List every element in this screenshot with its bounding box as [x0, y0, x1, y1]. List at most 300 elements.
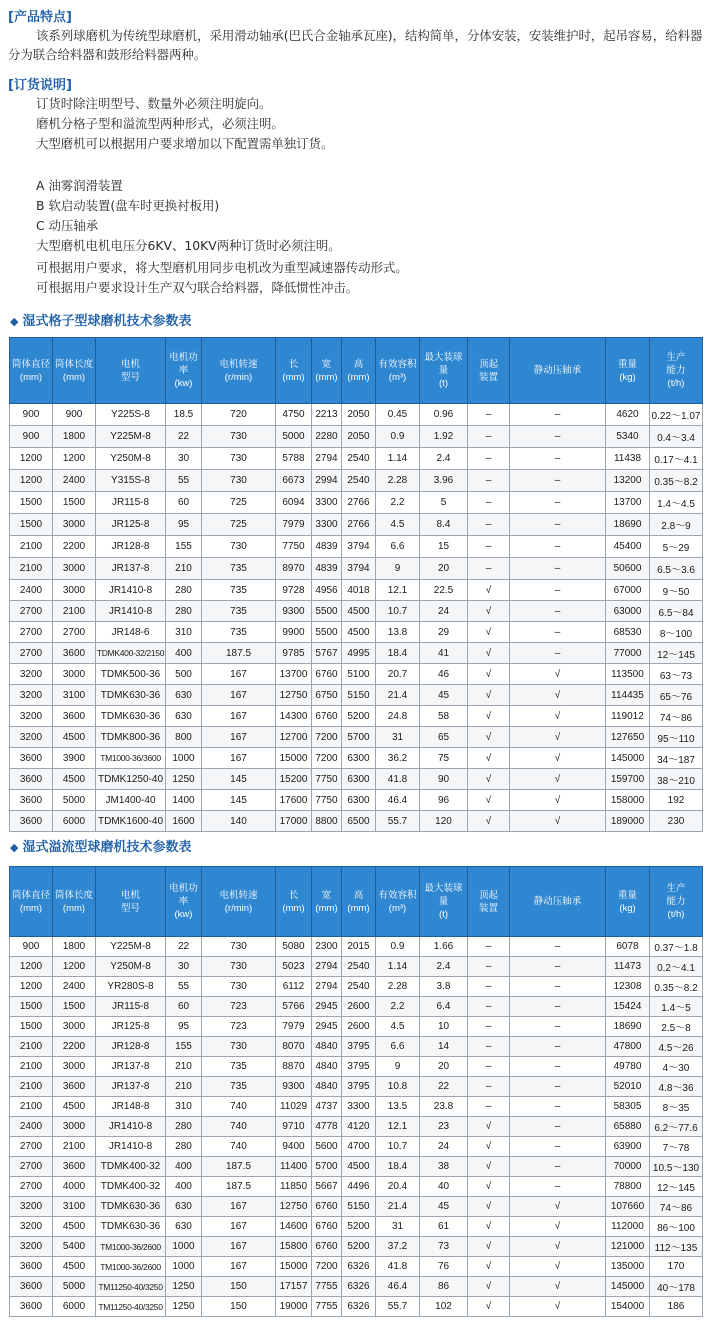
- table-row: [10, 1297, 703, 1317]
- table-cell: 8～35: [650, 1097, 703, 1117]
- column-header: [606, 338, 650, 404]
- table-cell: 3600: [10, 1297, 53, 1317]
- table-cell: 65880: [606, 1117, 650, 1137]
- table-cell: 6.6: [376, 1037, 420, 1057]
- column-header-line: 筒体直径: [11, 358, 50, 370]
- table-cell: TDMK630-36: [96, 1197, 166, 1217]
- table-cell: 96: [420, 790, 468, 811]
- table-cell: 31: [376, 1217, 420, 1237]
- table-cell: 41.8: [376, 769, 420, 790]
- table-cell: √: [468, 601, 510, 622]
- table-cell: TM1000-36/2600: [96, 1257, 166, 1277]
- table-cell: 7200: [312, 748, 342, 769]
- column-header-line: 能力: [666, 896, 686, 907]
- table-cell: 30: [166, 448, 202, 470]
- table-cell: –: [510, 558, 606, 580]
- column-header-line: (r/min): [224, 902, 253, 914]
- table-cell: 2400: [53, 470, 96, 492]
- table-cell: 210: [166, 1077, 202, 1097]
- table-cell: 2213: [312, 404, 342, 426]
- column-header-line: (mm): [62, 902, 86, 914]
- table-cell: 186: [650, 1297, 703, 1317]
- table-cell: 9～50: [650, 580, 703, 601]
- table-cell: 7755: [312, 1277, 342, 1297]
- table-cell: 3000: [53, 580, 96, 601]
- table-cell: 17157: [276, 1277, 312, 1297]
- table-cell: TM11250-40/3250: [96, 1277, 166, 1297]
- table-row: [10, 1257, 703, 1277]
- table-cell: 18.4: [376, 643, 420, 664]
- table-cell: 725: [202, 492, 276, 514]
- table-cell: –: [468, 977, 510, 997]
- table-cell: 12750: [276, 1197, 312, 1217]
- table-cell: 6.5～84: [650, 601, 703, 622]
- table-cell: √: [510, 1297, 606, 1317]
- table-cell: 60: [166, 492, 202, 514]
- table-cell: 22: [420, 1077, 468, 1097]
- order-line: 磨机分格子型和溢流型两种形式，必须注明。: [36, 116, 284, 131]
- table-cell: 15424: [606, 997, 650, 1017]
- table-cell: 3000: [53, 558, 96, 580]
- table-cell: √: [510, 811, 606, 832]
- table-cell: JR148-8: [96, 1097, 166, 1117]
- table-cell: 4496: [342, 1177, 376, 1197]
- table-cell: JR148-6: [96, 622, 166, 643]
- table-cell: 14600: [276, 1217, 312, 1237]
- overflow-type-spec-table: [9, 866, 703, 1317]
- column-header-line: 型号: [120, 902, 140, 914]
- table-row: [10, 706, 703, 727]
- table-cell: 18690: [606, 1017, 650, 1037]
- table-cell: 735: [202, 558, 276, 580]
- table-cell: 17000: [276, 811, 312, 832]
- column-header-line: 长: [288, 889, 299, 901]
- table-cell: 2600: [342, 1017, 376, 1037]
- table-cell: 2400: [10, 580, 53, 601]
- table-cell: 6760: [312, 664, 342, 685]
- table-cell: √: [468, 706, 510, 727]
- table-cell: 4839: [312, 558, 342, 580]
- table-header-row: [10, 338, 703, 404]
- table-cell: 45: [420, 685, 468, 706]
- table-cell: √: [510, 1277, 606, 1297]
- table-cell: 102: [420, 1297, 468, 1317]
- table-cell: 4018: [342, 580, 376, 601]
- column-header: [202, 867, 276, 937]
- table-cell: –: [510, 957, 606, 977]
- table-cell: √: [468, 1297, 510, 1317]
- table-cell: 5080: [276, 937, 312, 957]
- table-cell: 2300: [312, 937, 342, 957]
- table-cell: –: [510, 426, 606, 448]
- table-cell: 9785: [276, 643, 312, 664]
- column-header-line: 宽: [321, 358, 332, 370]
- column-header-line: (t/h): [667, 909, 685, 920]
- table-cell: 3200: [10, 1217, 53, 1237]
- table-cell: 900: [10, 426, 53, 448]
- table-cell: 8.4: [420, 514, 468, 536]
- table-cell: 12.1: [376, 580, 420, 601]
- table-cell: 3200: [10, 685, 53, 706]
- table-cell: 5788: [276, 448, 312, 470]
- column-header: [468, 867, 510, 937]
- table-cell: 3600: [10, 769, 53, 790]
- column-header-line: (t): [439, 378, 448, 389]
- table-cell: 135000: [606, 1257, 650, 1277]
- table-cell: 5: [420, 492, 468, 514]
- column-header-line: 最大装球量: [424, 883, 463, 907]
- table-cell: √: [510, 727, 606, 748]
- column-header: [312, 867, 342, 937]
- table-row: [10, 1277, 703, 1297]
- table-cell: 0.35～8.2: [650, 977, 703, 997]
- table-cell: 167: [202, 685, 276, 706]
- column-header-line: 生产: [666, 352, 686, 363]
- table-cell: 41: [420, 643, 468, 664]
- table-cell: JR125-8: [96, 514, 166, 536]
- column-header-line: 重量: [617, 358, 637, 370]
- column-header-line: (mm): [347, 371, 370, 383]
- table-cell: 2.28: [376, 470, 420, 492]
- table-cell: –: [468, 997, 510, 1017]
- table-cell: 2050: [342, 404, 376, 426]
- table-cell: 18.5: [166, 404, 202, 426]
- table-row: [10, 977, 703, 997]
- table-cell: 8～100: [650, 622, 703, 643]
- table-cell: 4120: [342, 1117, 376, 1137]
- table-cell: 11850: [276, 1177, 312, 1197]
- column-header-line: (mm): [282, 371, 305, 383]
- table-cell: 3200: [10, 664, 53, 685]
- table-row: [10, 601, 703, 622]
- table-cell: 40～178: [650, 1277, 703, 1297]
- table-cell: 65～76: [650, 685, 703, 706]
- table-cell: 3.96: [420, 470, 468, 492]
- table-cell: 5200: [342, 1217, 376, 1237]
- table-cell: 730: [202, 470, 276, 492]
- table-cell: 280: [166, 601, 202, 622]
- table-cell: 167: [202, 706, 276, 727]
- order-line: A 油雾润滑装置: [36, 178, 123, 193]
- table-cell: √: [510, 1217, 606, 1237]
- table-cell: 7～78: [650, 1137, 703, 1157]
- table-cell: 4500: [53, 1217, 96, 1237]
- table-cell: 1200: [53, 957, 96, 977]
- table-cell: Y315S-8: [96, 470, 166, 492]
- table-cell: 3600: [10, 790, 53, 811]
- table-cell: 1.14: [376, 957, 420, 977]
- table-cell: 4500: [53, 769, 96, 790]
- table-cell: 3600: [53, 643, 96, 664]
- table-cell: –: [468, 1017, 510, 1037]
- table-cell: 5400: [53, 1237, 96, 1257]
- column-header-line: 重量: [617, 889, 637, 901]
- table-cell: 1000: [166, 1237, 202, 1257]
- table-cell: 17600: [276, 790, 312, 811]
- column-header: [96, 867, 166, 937]
- table-cell: 8970: [276, 558, 312, 580]
- column-header: [276, 338, 312, 404]
- table-cell: –: [510, 1077, 606, 1097]
- table-cell: –: [468, 1057, 510, 1077]
- table-cell: –: [510, 937, 606, 957]
- table-cell: 6750: [312, 685, 342, 706]
- table-cell: 63～73: [650, 664, 703, 685]
- table-cell: 500: [166, 664, 202, 685]
- table-cell: 86～100: [650, 1217, 703, 1237]
- table-cell: 723: [202, 1017, 276, 1037]
- column-header: [420, 867, 468, 937]
- table-cell: 2794: [312, 977, 342, 997]
- table-cell: √: [468, 1177, 510, 1197]
- table-cell: TDMK630-36: [96, 1217, 166, 1237]
- table-cell: 3300: [342, 1097, 376, 1117]
- order-line: 订货时除注明型号、数量外必须注明旋向。: [36, 96, 272, 111]
- column-header: [10, 338, 53, 404]
- table-cell: 167: [202, 664, 276, 685]
- table-cell: 55.7: [376, 1297, 420, 1317]
- table-cell: 6673: [276, 470, 312, 492]
- table-cell: 6094: [276, 492, 312, 514]
- table-cell: 2540: [342, 957, 376, 977]
- table-cell: 3795: [342, 1077, 376, 1097]
- table-cell: 2540: [342, 470, 376, 492]
- table-cell: –: [510, 977, 606, 997]
- column-header-line: 装置: [478, 902, 498, 914]
- table-cell: 3200: [10, 706, 53, 727]
- table-cell: 3200: [10, 727, 53, 748]
- table-cell: 3200: [10, 1197, 53, 1217]
- table-cell: 4.5: [376, 514, 420, 536]
- table-cell: JR137-8: [96, 1057, 166, 1077]
- table-cell: 95: [166, 1017, 202, 1037]
- table-cell: 735: [202, 622, 276, 643]
- column-header-line: (kg): [619, 902, 636, 914]
- table-cell: 280: [166, 1117, 202, 1137]
- table-cell: 21.4: [376, 1197, 420, 1217]
- table-cell: 70000: [606, 1157, 650, 1177]
- table-cell: 14300: [276, 706, 312, 727]
- table-cell: TDMK1600-40: [96, 811, 166, 832]
- table-cell: 67000: [606, 580, 650, 601]
- table-cell: 22: [166, 937, 202, 957]
- table-cell: 4778: [312, 1117, 342, 1137]
- table-cell: –: [468, 1097, 510, 1117]
- table-cell: 29: [420, 622, 468, 643]
- grid-type-spec-table: [9, 337, 703, 832]
- table-row: [10, 514, 703, 536]
- table-cell: 37.2: [376, 1237, 420, 1257]
- table-cell: 2.4: [420, 448, 468, 470]
- table-cell: –: [510, 1057, 606, 1077]
- table-cell: 3600: [53, 1077, 96, 1097]
- table-cell: 13700: [276, 664, 312, 685]
- table-cell: 310: [166, 622, 202, 643]
- order-line: 大型磨机电机电压分6KV、10KV两种订货时必须注明。: [36, 238, 341, 253]
- table-cell: 4620: [606, 404, 650, 426]
- table-cell: 2766: [342, 492, 376, 514]
- table-cell: 36.2: [376, 748, 420, 769]
- table-cell: 2400: [10, 1117, 53, 1137]
- table-cell: 3000: [53, 1117, 96, 1137]
- table-cell: 4500: [53, 1097, 96, 1117]
- table-cell: TDMK500-36: [96, 664, 166, 685]
- table-cell: 13.5: [376, 1097, 420, 1117]
- table-cell: 4500: [342, 601, 376, 622]
- table-row: [10, 580, 703, 601]
- table-cell: 10.8: [376, 1077, 420, 1097]
- table-cell: Y250M-8: [96, 448, 166, 470]
- table-cell: √: [510, 685, 606, 706]
- table-cell: 3200: [10, 1237, 53, 1257]
- table-cell: 63900: [606, 1137, 650, 1157]
- table-cell: TM1000-36/2600: [96, 1237, 166, 1257]
- table-cell: 735: [202, 601, 276, 622]
- table-row: [10, 937, 703, 957]
- table-cell: 1250: [166, 1297, 202, 1317]
- table-cell: √: [468, 622, 510, 643]
- table-cell: 167: [202, 1257, 276, 1277]
- table-cell: 114435: [606, 685, 650, 706]
- table-cell: –: [468, 536, 510, 558]
- table-cell: TDMK1250-40: [96, 769, 166, 790]
- table-cell: 5667: [312, 1177, 342, 1197]
- table-cell: 46.4: [376, 1277, 420, 1297]
- table-cell: 0.22～1.07: [650, 404, 703, 426]
- order-line: 可根据用户要求，将大型磨机用同步电机改为重型减速器传动形式。: [36, 260, 408, 275]
- table-cell: √: [468, 580, 510, 601]
- column-header-line: (kg): [619, 371, 636, 383]
- table-cell: 6326: [342, 1277, 376, 1297]
- table-cell: 65: [420, 727, 468, 748]
- table-cell: 22: [166, 426, 202, 448]
- table-cell: 23.8: [420, 1097, 468, 1117]
- table-cell: 7200: [312, 1257, 342, 1277]
- table-cell: 730: [202, 977, 276, 997]
- table-cell: 1600: [166, 811, 202, 832]
- table-cell: 8870: [276, 1057, 312, 1077]
- table-cell: 107660: [606, 1197, 650, 1217]
- table-cell: √: [468, 790, 510, 811]
- table-cell: JR128-8: [96, 536, 166, 558]
- order-title: [订货说明]: [8, 78, 72, 93]
- table-cell: –: [468, 1037, 510, 1057]
- table-cell: 210: [166, 558, 202, 580]
- table-cell: 3600: [10, 1257, 53, 1277]
- table-cell: 187.5: [202, 1157, 276, 1177]
- column-header-line: 生产: [666, 883, 686, 894]
- table-row: [10, 404, 703, 426]
- table-cell: 900: [53, 404, 96, 426]
- table-cell: 74～86: [650, 706, 703, 727]
- table-cell: √: [510, 748, 606, 769]
- table-cell: 13200: [606, 470, 650, 492]
- table-cell: 55: [166, 977, 202, 997]
- table-cell: 2700: [10, 1137, 53, 1157]
- order-line: 大型磨机可以根据用户要求增加以下配置需单独订货。: [36, 136, 334, 151]
- table-cell: 6300: [342, 790, 376, 811]
- column-header-line: 有效容积: [378, 358, 417, 370]
- table-cell: 630: [166, 685, 202, 706]
- table-cell: 15000: [276, 1257, 312, 1277]
- table-cell: 5100: [342, 664, 376, 685]
- table-cell: √: [468, 643, 510, 664]
- column-header-line: 电机转速: [219, 358, 258, 370]
- table-cell: 0.96: [420, 404, 468, 426]
- table-cell: –: [510, 448, 606, 470]
- table-cell: 4500: [53, 727, 96, 748]
- table-row: [10, 1117, 703, 1137]
- table-cell: 2600: [342, 997, 376, 1017]
- table-cell: 2100: [10, 1077, 53, 1097]
- table-cell: 145000: [606, 748, 650, 769]
- table-cell: 4500: [342, 1157, 376, 1177]
- table-cell: 7750: [312, 769, 342, 790]
- table-cell: –: [510, 1157, 606, 1177]
- column-header-line: (mm): [347, 902, 370, 914]
- table-cell: 1500: [53, 492, 96, 514]
- column-header-line: 电机: [120, 889, 140, 901]
- table-cell: 9728: [276, 580, 312, 601]
- column-header-line: (t/h): [667, 378, 685, 389]
- table-row: [10, 536, 703, 558]
- table-cell: –: [468, 937, 510, 957]
- table-row: [10, 1197, 703, 1217]
- table-cell: 2400: [53, 977, 96, 997]
- table-cell: 12～145: [650, 643, 703, 664]
- column-header-line: 静动压轴承: [533, 365, 582, 376]
- table-cell: 735: [202, 580, 276, 601]
- table-cell: 2945: [312, 1017, 342, 1037]
- table-cell: 3300: [312, 514, 342, 536]
- table-cell: 145: [202, 769, 276, 790]
- table-cell: 1000: [166, 1257, 202, 1277]
- table-cell: √: [510, 1237, 606, 1257]
- table-cell: 0.37～1.8: [650, 937, 703, 957]
- table-cell: 3.8: [420, 977, 468, 997]
- table-cell: 13700: [606, 492, 650, 514]
- table-cell: Y225M-8: [96, 426, 166, 448]
- table-cell: 2.2: [376, 492, 420, 514]
- table-cell: 49780: [606, 1057, 650, 1077]
- overflow-table-title: [10, 836, 191, 855]
- table-cell: –: [510, 404, 606, 426]
- table-cell: 6.6: [376, 536, 420, 558]
- table-cell: 4956: [312, 580, 342, 601]
- table-cell: 20.4: [376, 1177, 420, 1197]
- table-cell: 2700: [10, 1177, 53, 1197]
- table-row: [10, 790, 703, 811]
- table-cell: 95～110: [650, 727, 703, 748]
- column-header: [276, 867, 312, 937]
- table-cell: 2700: [10, 1157, 53, 1177]
- column-header-line: (mm): [62, 371, 86, 383]
- table-cell: 55: [166, 470, 202, 492]
- table-cell: 150: [202, 1297, 276, 1317]
- table-cell: JR1410-8: [96, 1117, 166, 1137]
- table-cell: 24: [420, 601, 468, 622]
- table-cell: 2.5～8: [650, 1017, 703, 1037]
- column-header-line: 有效容积: [378, 889, 417, 901]
- table-cell: –: [510, 643, 606, 664]
- table-cell: 6326: [342, 1257, 376, 1277]
- table-row: [10, 1137, 703, 1157]
- table-cell: 0.2～4.1: [650, 957, 703, 977]
- table-row: [10, 1017, 703, 1037]
- table-cell: –: [510, 1097, 606, 1117]
- table-cell: JR125-8: [96, 1017, 166, 1037]
- table-cell: 60: [166, 997, 202, 1017]
